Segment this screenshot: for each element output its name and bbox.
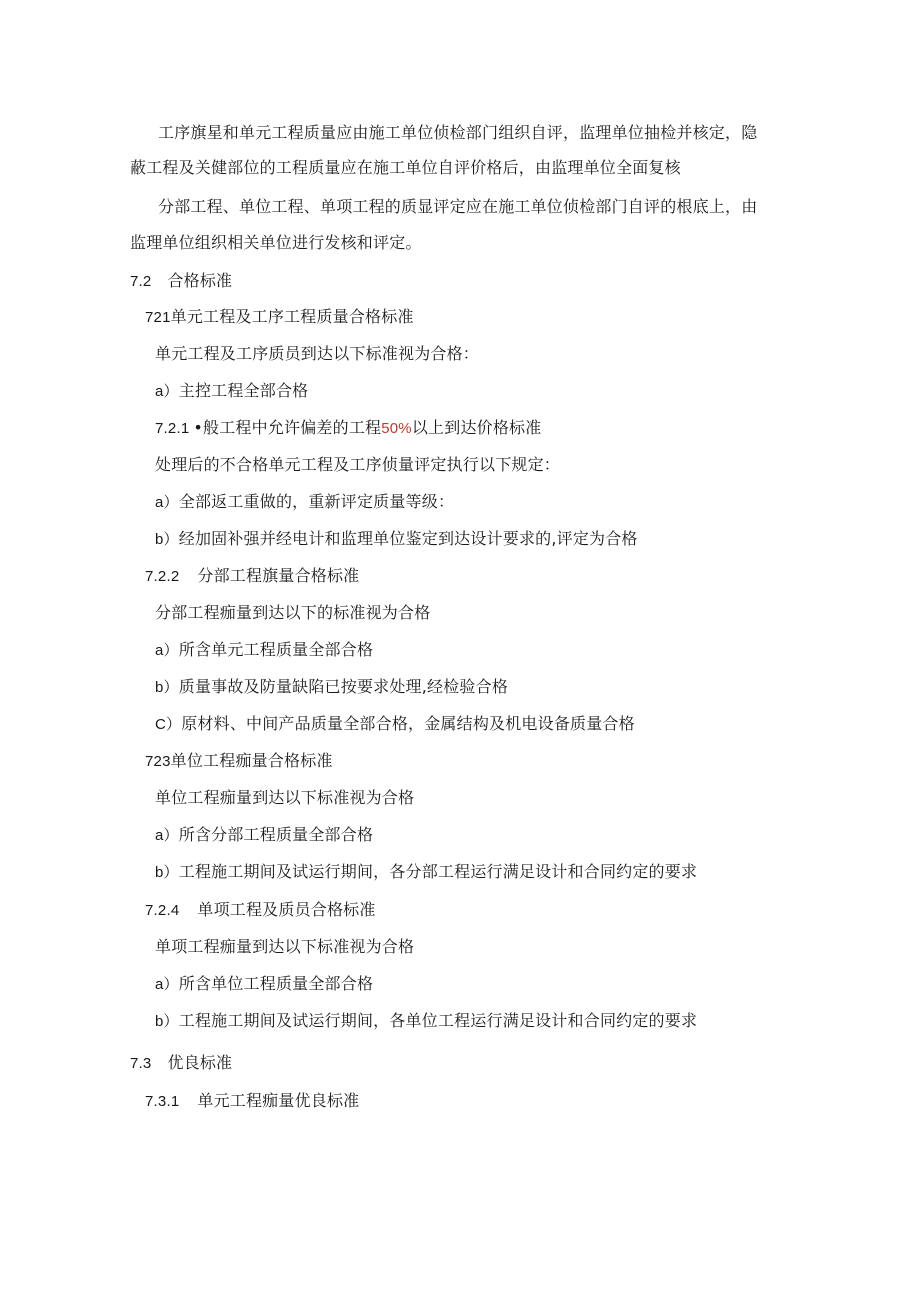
list-text: 所含分部工程质量全部合格 bbox=[178, 825, 374, 844]
list-item bbox=[155, 713, 635, 736]
handling-intro: 处理后的不合格单元工程及工序侦量评定执行以下规定： bbox=[155, 455, 561, 474]
paragraph-1-line-1: 工序旗星和单元工程质量应由施工单位侦检部门组织自评，监理单位抽检并核定，隐 bbox=[158, 123, 758, 142]
section-number: 7.3 bbox=[130, 1055, 152, 1072]
list-text: 主控工程全部合格 bbox=[178, 381, 309, 400]
list-item bbox=[155, 1010, 697, 1033]
list-label: b） bbox=[155, 864, 179, 881]
list-text: 所含单元工程质量全部合格 bbox=[178, 640, 374, 659]
list-text: 全部返工重做的，重新评定质量等级： bbox=[178, 492, 455, 511]
section-title: 优良标准 bbox=[167, 1053, 233, 1072]
subsection-title: 单元工程痂量优良标准 bbox=[197, 1091, 360, 1110]
list-item bbox=[155, 973, 373, 996]
subsection-731-heading bbox=[145, 1090, 359, 1113]
subsection-number: 721 bbox=[145, 309, 171, 326]
subsection-number: 7.2.1 bbox=[155, 420, 190, 437]
list-text: 质量事故及防量缺陷已按要求处理,经检验合格 bbox=[178, 677, 509, 696]
list-text: 经加固补强并经电计和监理单位鉴定到达设计要求的,评定为合格 bbox=[178, 529, 638, 548]
subsection-number: 7.3.1 bbox=[145, 1093, 180, 1110]
subsection-722-heading bbox=[145, 565, 359, 588]
list-label: a） bbox=[155, 976, 179, 993]
list-item bbox=[155, 824, 373, 847]
list-item bbox=[155, 491, 454, 514]
list-label: b） bbox=[155, 1013, 179, 1030]
list-label: a） bbox=[155, 827, 179, 844]
list-label: b） bbox=[155, 531, 179, 548]
list-text: 所含单位工程质量全部合格 bbox=[178, 974, 374, 993]
subsection-number: 7.2.4 bbox=[145, 902, 180, 919]
section-number: 7.2 bbox=[130, 273, 152, 290]
paragraph-2-line-2: 监理单位组织相关单位进行发核和评定。 bbox=[130, 233, 422, 252]
subsection-722-intro: 分部工程痂量到达以下的标准视为合格 bbox=[155, 603, 431, 622]
section-7-3-heading bbox=[130, 1052, 232, 1075]
subsection-title: 单项工程及质员合格标准 bbox=[197, 900, 376, 919]
subsection-721-intro: 单元工程及工序质员到达以下标准视为合格： bbox=[155, 344, 480, 363]
subsection-723-heading bbox=[145, 750, 333, 773]
subsection-number: 7.2.2 bbox=[145, 568, 180, 585]
paragraph-1-line-2: 蔽工程及关健部位的工程质量应在施工单位自评价格后，由监理单位全面复核 bbox=[130, 158, 681, 177]
subsection-723-intro: 单位工程痂量到达以下标准视为合格 bbox=[155, 788, 415, 807]
list-text: 原材料、中间产品质量全部合格，金属结构及机电设备质量合格 bbox=[181, 714, 635, 733]
item-text: •般工程中允许偏差的工程 bbox=[193, 418, 382, 437]
subsection-724-heading bbox=[145, 899, 376, 922]
subsection-title: 单元工程及工序工程质量合格标准 bbox=[170, 307, 414, 326]
subsection-724-intro: 单项工程痂量到达以下标准视为合格 bbox=[155, 937, 415, 956]
list-label: b） bbox=[155, 679, 179, 696]
list-label: a） bbox=[155, 383, 179, 400]
list-text: 工程施工期间及试运行期间，各分部工程运行满足设计和合同约定的要求 bbox=[178, 862, 698, 881]
list-item bbox=[155, 861, 697, 884]
list-item bbox=[155, 380, 308, 403]
list-label: a） bbox=[155, 642, 179, 659]
list-text: 工程施工期间及试运行期间，各单位工程运行满足设计和合同约定的要求 bbox=[178, 1011, 698, 1030]
section-7-2-heading bbox=[130, 270, 232, 293]
subsection-number: 723 bbox=[145, 753, 171, 770]
item-text-suffix: 以上到达价格标准 bbox=[411, 418, 542, 437]
paragraph-2-line-1: 分部工程、单位工程、单项工程的质显评定应在施工单位侦检部门自评的根底上，由 bbox=[158, 197, 758, 216]
list-item bbox=[155, 639, 373, 662]
list-label: C） bbox=[155, 716, 182, 733]
subsection-title: 单位工程痂量合格标准 bbox=[170, 751, 333, 770]
subsection-title: 分部工程旗量合格标准 bbox=[197, 566, 360, 585]
section-title: 合格标准 bbox=[167, 271, 233, 290]
subsection-721-heading bbox=[145, 306, 414, 329]
highlight-percent: 50% bbox=[381, 420, 412, 437]
list-label: a） bbox=[155, 494, 179, 511]
subsection-7211-line bbox=[155, 417, 541, 440]
list-item bbox=[155, 528, 638, 551]
list-item bbox=[155, 676, 508, 699]
